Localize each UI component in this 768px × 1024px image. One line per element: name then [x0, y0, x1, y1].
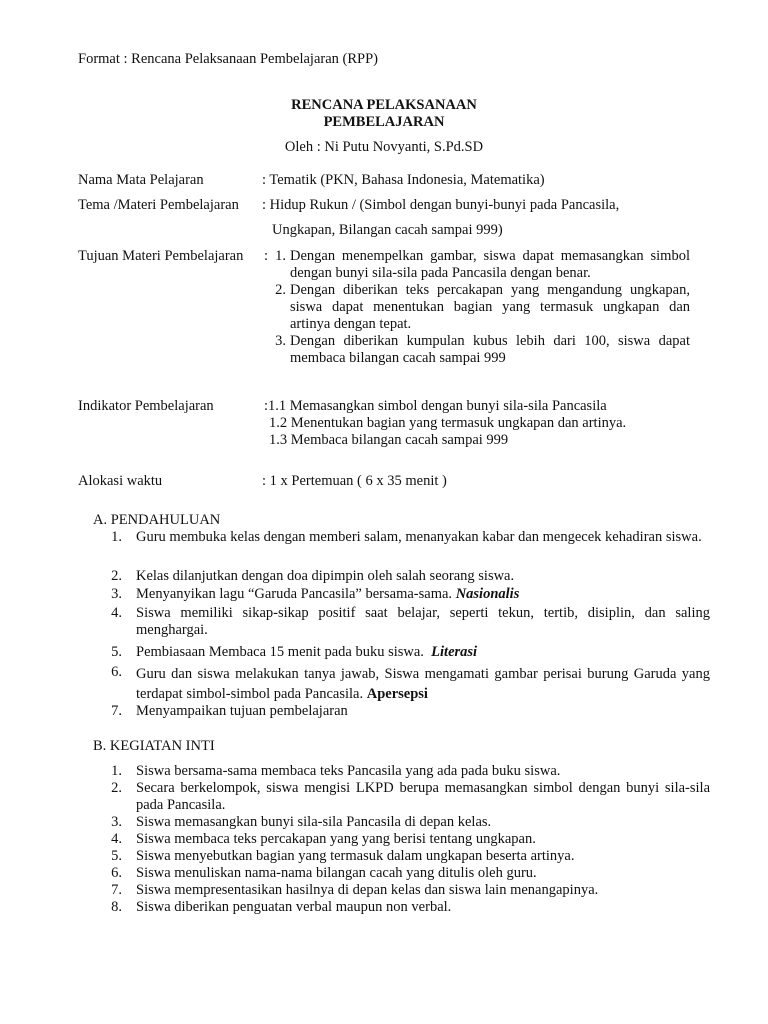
format-line: Format : Rencana Pelaksanaan Pembelajaran (RPP) [78, 51, 378, 67]
tujuan-item: Dengan menempelkan gambar, siswa dapat memasangkan simbol dengan bunyi sila-sila pada Pancasila dengan benar. [290, 248, 690, 281]
tema-value-line2: Ungkapan, Bilangan cacah sampai 999) [272, 222, 503, 238]
list-item-number: 7. [111, 882, 122, 898]
list-item: Siswa memiliki sikap-sikap positif saat belajar, seperti tekun, tertib, disiplin, dan saling menghargai. [136, 605, 710, 638]
list-item-number: 4. [111, 605, 122, 621]
list-item-number: 2. [111, 568, 122, 584]
section-a-heading: A. PENDAHULUAN [93, 512, 221, 528]
list-item-number: 8. [111, 899, 122, 915]
tema-label: Tema /Materi Pembelajaran [78, 197, 239, 213]
list-item: Siswa diberikan penguatan verbal maupun non verbal. [136, 899, 452, 915]
mapel-label: Nama Mata Pelajaran [78, 172, 204, 188]
list-item-number: 2. [111, 780, 122, 796]
document-title-line2: PEMBELAJARAN [323, 114, 445, 130]
author-line: Oleh : Ni Putu Novyanti, S.Pd.SD [284, 139, 484, 155]
list-item: Siswa membaca teks percakapan yang yang berisi tentang ungkapan. [136, 831, 536, 847]
tujuan-num: 3. [275, 333, 286, 349]
tujuan-item: Dengan diberikan teks percakapan yang mengandung ungkapan, siswa dapat menentukan bagian yang termasuk ungkapan dan artinya dengan tepat. [290, 282, 690, 332]
tujuan-num: 1. [275, 248, 286, 264]
section-b-heading: B. KEGIATAN INTI [93, 738, 215, 754]
indikator-label: Indikator Pembelajaran [78, 398, 214, 414]
indikator-item: 1.3 Membaca bilangan cacah sampai 999 [269, 432, 509, 448]
list-item: Guru membuka kelas dengan memberi salam, menanyakan kabar dan mengecek kehadiran siswa. [136, 529, 702, 545]
tujuan-label: Tujuan Materi Pembelajaran [78, 248, 244, 264]
list-item: Siswa menyebutkan bagian yang termasuk dalam ungkapan beserta artinya. [136, 848, 575, 864]
tujuan-item: Dengan diberikan kumpulan kubus lebih dari 100, siswa dapat membaca bilangan cacah sampai 999 [290, 333, 690, 366]
list-item-number: 4. [111, 831, 122, 847]
list-item [136, 664, 710, 704]
list-item-number: 5. [111, 644, 122, 660]
tema-value-line1: : Hidup Rukun / (Simbol dengan bunyi-bunyi pada Pancasila, [262, 197, 620, 213]
tujuan-num: 2. [275, 282, 286, 298]
indikator-item: :1.1 Memasangkan simbol dengan bunyi sila-sila Pancasila [264, 398, 607, 414]
list-item-text: Menyanyikan lagu “Garuda Pancasila” bersama-sama. [136, 586, 453, 602]
list-item-number: 7. [111, 703, 122, 719]
mapel-value: : Tematik (PKN, Bahasa Indonesia, Matematika) [262, 172, 545, 188]
tujuan-colon: : [264, 248, 269, 264]
list-item-number: 1. [111, 763, 122, 779]
character-tag: Nasionalis [455, 586, 520, 602]
list-item-number: 1. [111, 529, 122, 545]
list-item [136, 586, 519, 603]
list-item-number: 3. [111, 814, 122, 830]
list-item: Siswa memasangkan bunyi sila-sila Pancasila di depan kelas. [136, 814, 492, 830]
list-item-text: Pembiasaan Membaca 15 menit pada buku siswa. [136, 644, 424, 660]
list-item [136, 644, 477, 661]
list-item: Menyampaikan tujuan pembelajaran [136, 703, 348, 719]
list-item: Siswa bersama-sama membaca teks Pancasila yang ada pada buku siswa. [136, 763, 561, 779]
list-item: Secara berkelompok, siswa mengisi LKPD berupa memasangkan simbol dengan bunyi sila-sila pada Pancasila. [136, 780, 710, 813]
alokasi-label: Alokasi waktu [78, 473, 163, 489]
list-item-number: 3. [111, 586, 122, 602]
list-item: Kelas dilanjutkan dengan doa dipimpin oleh salah seorang siswa. [136, 568, 515, 584]
list-item-number: 5. [111, 848, 122, 864]
document-title-line1: RENCANA PELAKSANAAN [291, 97, 477, 113]
indikator-item: 1.2 Menentukan bagian yang termasuk ungkapan dan artinya. [269, 415, 627, 431]
character-tag: Apersepsi [366, 686, 428, 702]
list-item-text: Guru dan siswa melakukan tanya jawab, Siswa mengamati gambar perisai burung Garuda yang terdapat simbol-simbol pada Pancasila. [136, 666, 710, 702]
character-tag: Literasi [431, 644, 478, 660]
list-item: Siswa menuliskan nama-nama bilangan cacah yang ditulis oleh guru. [136, 865, 537, 881]
alokasi-value: : 1 x Pertemuan ( 6 x 35 menit ) [262, 473, 447, 489]
list-item-number: 6. [111, 664, 122, 680]
list-item: Siswa mempresentasikan hasilnya di depan kelas dan siswa lain menangapinya. [136, 882, 599, 898]
list-item-number: 6. [111, 865, 122, 881]
